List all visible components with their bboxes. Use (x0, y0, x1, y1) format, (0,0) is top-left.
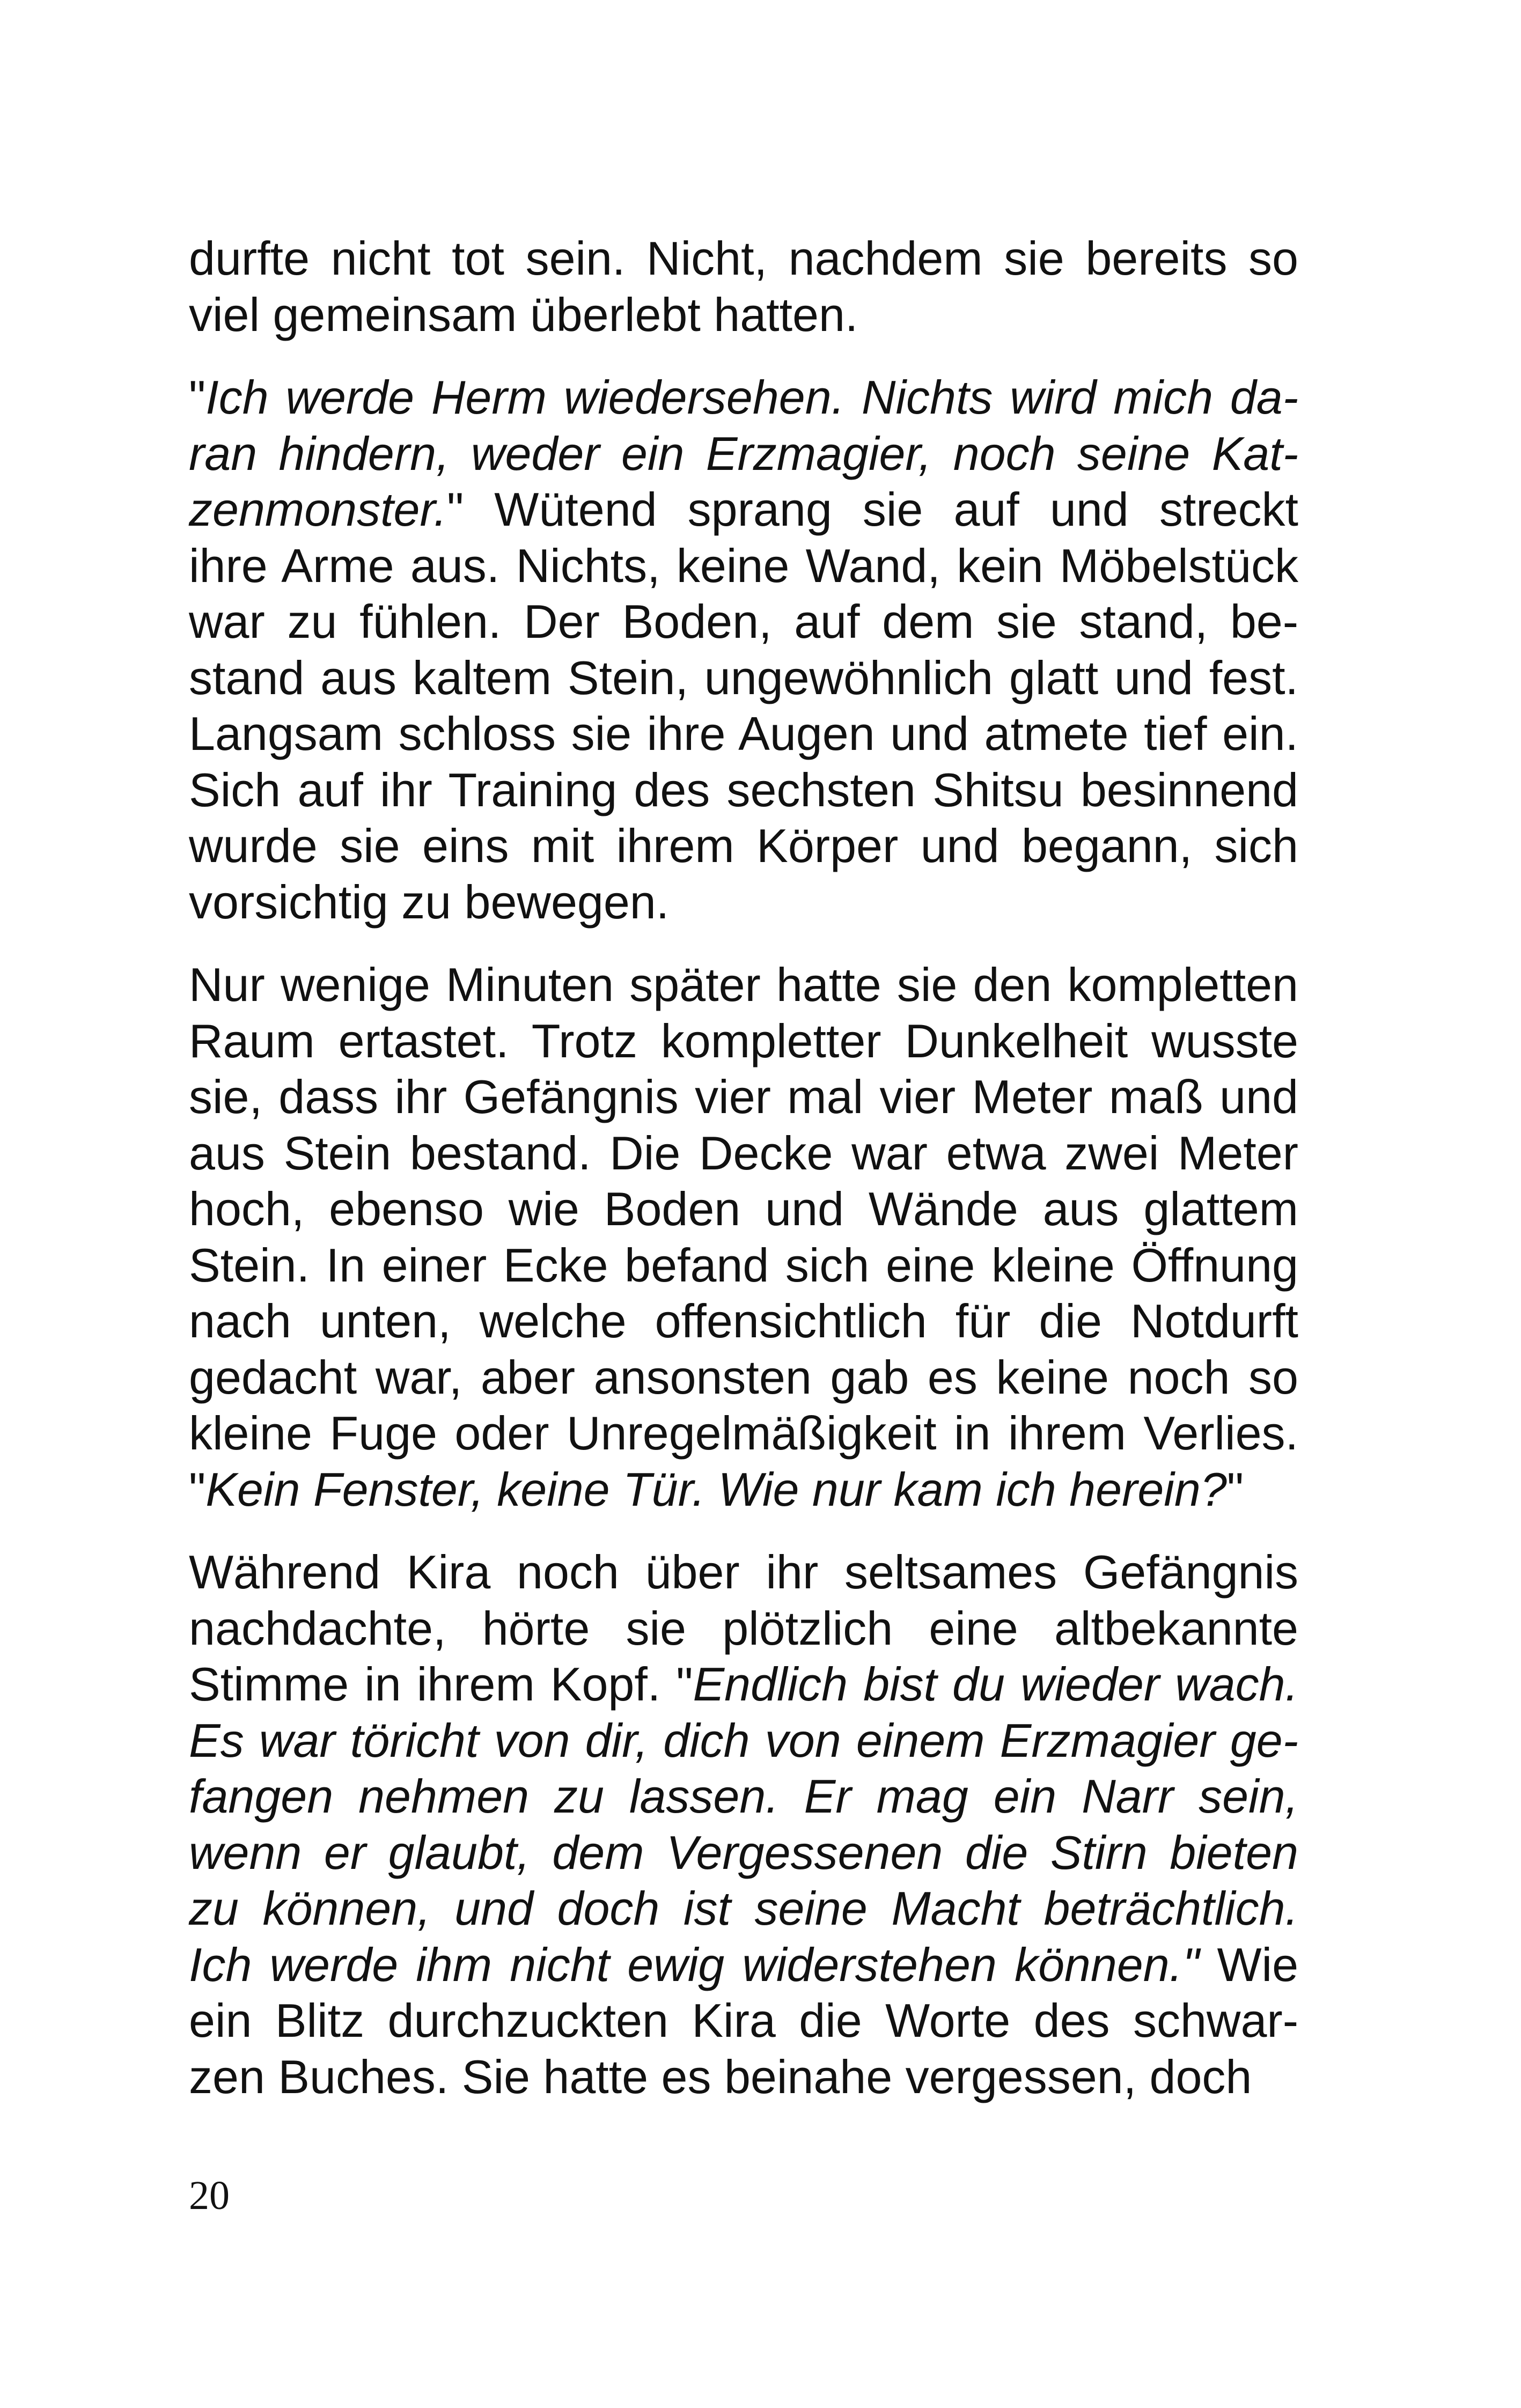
italic-run: Ich werde ihm nicht ewig widerstehen können." (189, 1938, 1200, 1991)
text-line (189, 1656, 1298, 1713)
text-run: nachdachte, hörte sie plötzlich eine altbekannte (189, 1601, 1298, 1655)
text-run: Sich auf ihr Training des sechsten Shitsu besinnend (189, 763, 1298, 816)
text-line (189, 1993, 1298, 2049)
text-line (189, 1713, 1298, 1769)
text-run: war zu fühlen. Der Boden, auf dem sie stand, be- (189, 595, 1298, 648)
text-run: vorsichtig zu bewegen. (189, 875, 670, 929)
text-line (189, 706, 1298, 762)
text-line (189, 1405, 1298, 1462)
text-run: " (1226, 1462, 1244, 1516)
text-run: wurde sie eins mit ihrem Körper und begann, sich (189, 819, 1298, 872)
text-line (189, 482, 1298, 538)
italic-run: fangen nehmen zu lassen. Er mag ein Narr sein, (189, 1770, 1298, 1823)
italic-run: Es war töricht von dir, dich von einem Erzmagier ge- (189, 1713, 1298, 1767)
italic-run: ran hindern, weder ein Erzmagier, noch seine Kat- (189, 426, 1298, 480)
text-run: stand aus kaltem Stein, ungewöhnlich glatt und fest. (189, 651, 1298, 704)
text-line (189, 287, 1298, 343)
text-run: Stimme in ihrem Kopf. " (189, 1658, 693, 1711)
text-run: aus Stein bestand. Die Decke war etwa zwei Meter (189, 1126, 1298, 1180)
text-run: " Wütend sprang sie auf und streckt (446, 483, 1298, 536)
text-line (189, 818, 1298, 874)
text-line (189, 1825, 1298, 1881)
text-line (189, 2049, 1298, 2105)
text-line (189, 1350, 1298, 1406)
paragraph (189, 370, 1298, 930)
text-line (189, 1293, 1298, 1350)
italic-run: Kein Fenster, keine Tür. Wie nur kam ich herein? (205, 1462, 1227, 1516)
text-line (189, 1601, 1298, 1657)
text-run: gedacht war, aber ansonsten gab es keine noch so (189, 1350, 1298, 1404)
body-text (189, 231, 1298, 2132)
text-line (189, 1881, 1298, 1937)
text-line (189, 231, 1298, 287)
text-line (189, 594, 1298, 650)
text-line (189, 1181, 1298, 1238)
text-line (189, 762, 1298, 819)
text-run: durfte nicht tot sein. Nicht, nachdem sie bereits so (189, 232, 1298, 285)
text-run: Stein. In einer Ecke befand sich eine kleine Öffnung (189, 1238, 1298, 1292)
italic-run: Endlich bist du wieder wach. (693, 1658, 1298, 1711)
text-run: Raum ertastet. Trotz kompletter Dunkelheit wusste (189, 1014, 1298, 1067)
text-line (189, 1544, 1298, 1601)
text-line (189, 1238, 1298, 1294)
text-run: " (189, 1462, 206, 1516)
text-run: zen Buches. Sie hatte es beinahe vergessen, doch (189, 2050, 1252, 2103)
text-run: ihre Arme aus. Nichts, keine Wand, kein Möbelstück (189, 539, 1298, 592)
paragraph (189, 231, 1298, 343)
text-line (189, 957, 1298, 1013)
text-line (189, 426, 1298, 482)
text-run: hoch, ebenso wie Boden und Wände aus glattem (189, 1182, 1298, 1235)
text-line (189, 650, 1298, 706)
text-run: kleine Fuge oder Unregelmäßigkeit in ihrem Verlies. (189, 1406, 1298, 1460)
paragraph (189, 957, 1298, 1518)
text-line (189, 1013, 1298, 1070)
italic-run: wenn er glaubt, dem Vergessenen die Stirn bieten (189, 1825, 1298, 1879)
text-run: Nur wenige Minuten später hatte sie den kompletten (189, 958, 1298, 1011)
italic-run: Ich werde Herm wiedersehen. Nichts wird mich da- (205, 371, 1298, 424)
text-line (189, 1125, 1298, 1182)
italic-run: zu können, und doch ist seine Macht beträchtlich. (189, 1882, 1298, 1935)
text-run: viel gemeinsam überlebt hatten. (189, 288, 858, 341)
text-line (189, 1069, 1298, 1125)
text-run: sie, dass ihr Gefängnis vier mal vier Meter maß und (189, 1070, 1298, 1123)
text-line (189, 1462, 1298, 1518)
text-run: Während Kira noch über ihr seltsames Gefängnis (189, 1545, 1298, 1599)
text-line (189, 538, 1298, 594)
page-number: 20 (189, 2173, 230, 2218)
text-run: Langsam schloss sie ihre Augen und atmete tief ein. (189, 707, 1298, 760)
text-run: ein Blitz durchzuckten Kira die Worte des schwar- (189, 1994, 1298, 2047)
text-line (189, 874, 1298, 931)
text-run: Wie (1199, 1938, 1299, 1991)
text-run: " (189, 371, 206, 424)
paragraph (189, 1544, 1298, 2105)
text-line (189, 1937, 1298, 1993)
text-line (189, 370, 1298, 426)
text-run: nach unten, welche offensichtlich für die Notdurft (189, 1294, 1298, 1347)
italic-run: zenmonster. (189, 483, 447, 536)
text-line (189, 1769, 1298, 1825)
